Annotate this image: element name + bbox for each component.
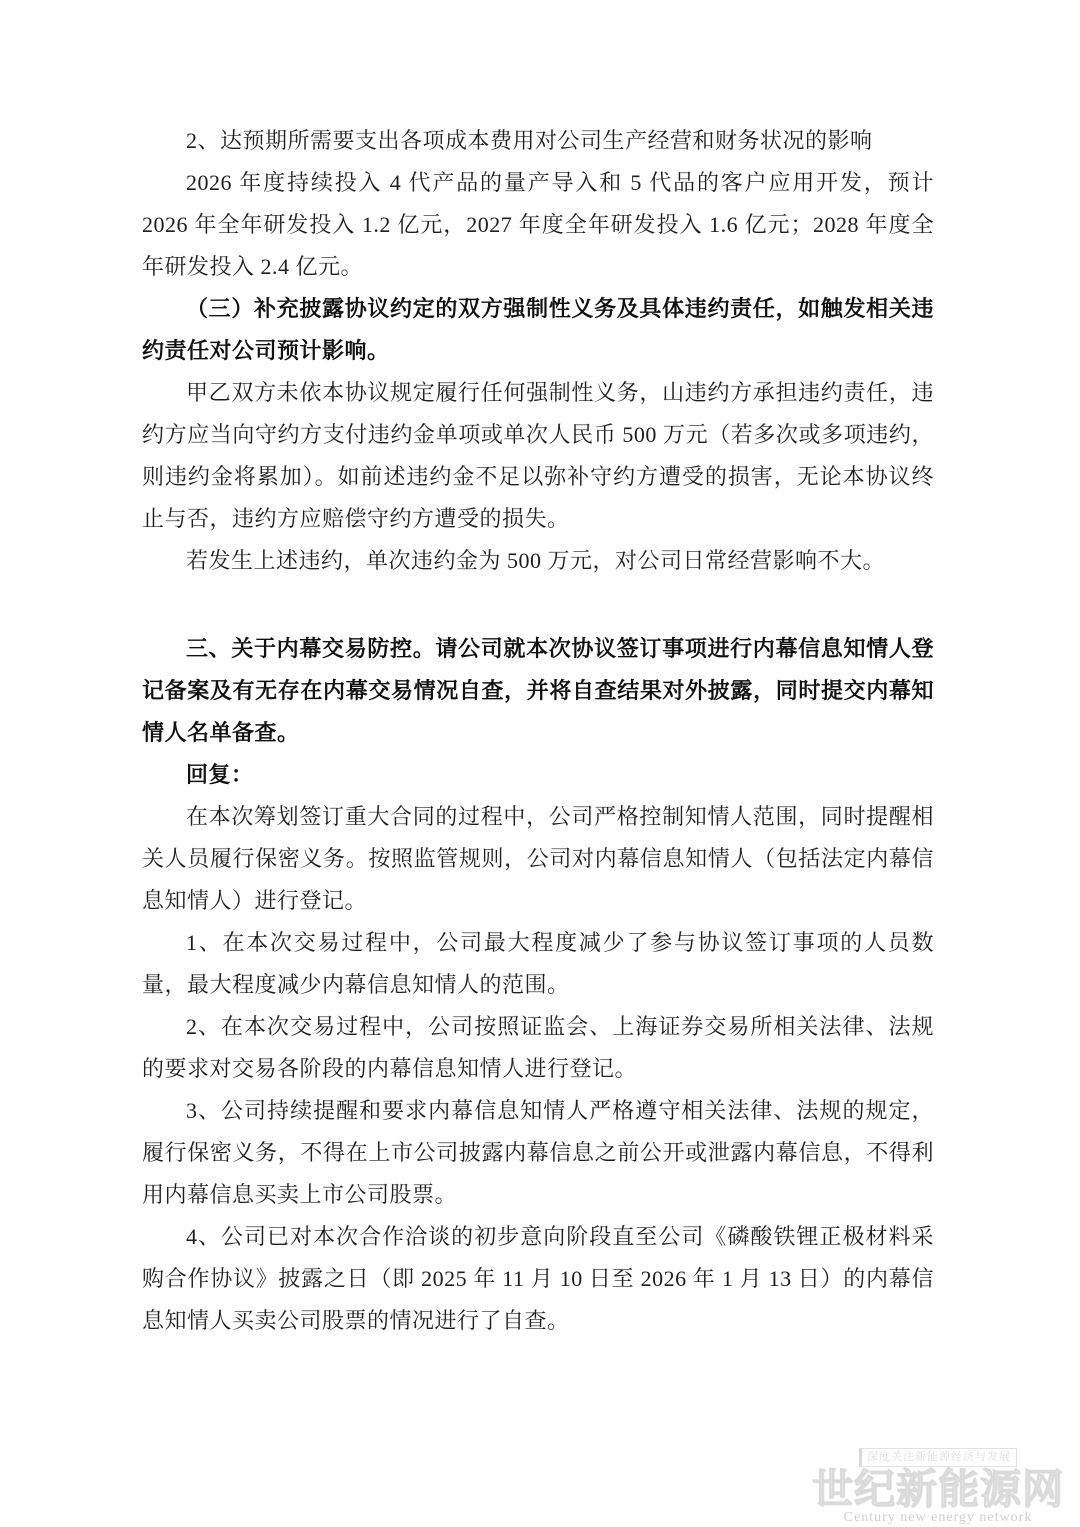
watermark-subtitle: Century new energy network [843, 1510, 1033, 1525]
paragraph: 2、达预期所需要支出各项成本费用对公司生产经营和财务状况的影响 [186, 128, 873, 153]
paragraph: 在本次筹划签订重大合同的过程中，公司严格控制知情人范围，同时提醒相关人员履行保密义务。按照监管规则，公司对内幕信息知情人（包括法定内幕信息知情人）进行登记。 [142, 804, 934, 913]
section-heading: 三、关于内幕交易防控。请公司就本次协议签订事项进行内幕信息知情人登记备案及有无存在内幕交易情况自查，并将自查结果对外披露，同时提交内幕知情人名单备查。 [142, 636, 934, 745]
document-body [142, 120, 934, 1342]
paragraph: 若发生上述违约，单次违约金为 500 万元，对公司日常经营影响不大。 [186, 548, 886, 573]
watermark-tagline: 深度关注新能源经济与发展 [859, 1448, 1017, 1467]
paragraph: 4、公司已对本次合作洽谈的初步意向阶段直至公司《磷酸铁锂正极材料采购合作协议》披露之日（即 2025 年 11 月 10 日至 2026 年 1 月 13 日）的内幕信息知情人买卖公司股票的情况进行了自查。 [142, 1224, 934, 1333]
paragraph: 2、在本次交易过程中，公司按照证监会、上海证券交易所相关法律、法规的要求对交易各阶段的内幕信息知情人进行登记。 [142, 1014, 934, 1081]
watermark-title: 世纪新能源网 [812, 1466, 1064, 1512]
section-heading: （三）补充披露协议约定的双方强制性义务及具体违约责任，如触发相关违约责任对公司预计影响。 [142, 296, 934, 363]
paragraph: 1、在本次交易过程中，公司最大程度减少了参与协议签订事项的人员数量，最大程度减少内幕信息知情人的范围。 [142, 930, 934, 997]
paragraph: 2026 年度持续投入 4 代产品的量产导入和 5 代品的客户应用开发，预计 2026 年全年研发投入 1.2 亿元，2027 年度全年研发投入 1.6 亿元；2028 年度全年研发投入 2.4 亿元。 [142, 170, 934, 279]
section-heading: 回复： [186, 762, 254, 787]
paragraph: 3、公司持续提醒和要求内幕信息知情人严格遵守相关法律、法规的规定，履行保密义务，不得在上市公司披露内幕信息之前公开或泄露内幕信息，不得利用内幕信息买卖上市公司股票。 [142, 1098, 934, 1207]
watermark [808, 1447, 1068, 1525]
paragraph: 甲乙双方未依本协议规定履行任何强制性义务，山违约方承担违约责任，违约方应当向守约方支付违约金单项或单次人民币 500 万元（若多次或多项违约，则违约金将累加）。如前述违约金不足以弥补守约方遭受的损害，无论本协议终止与否，违约方应赔偿守约方遭受的损失。 [142, 380, 934, 531]
